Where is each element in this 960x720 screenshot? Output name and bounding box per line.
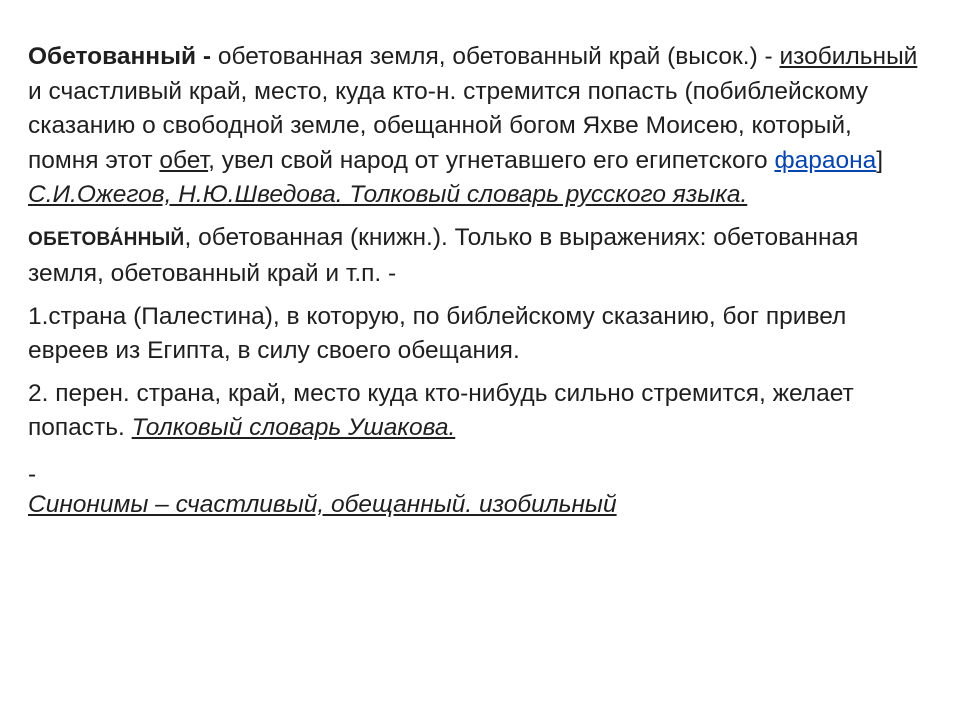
ushakov-sense-2	[28, 377, 928, 446]
ushakov-definition	[28, 221, 928, 292]
link-izobilny[interactable]: изобильный	[779, 43, 918, 70]
ozhegov-text-2: и счастливый край, место, куда кто-н. стремится попасть (побиблейскому сказанию о свободной земле, обещанной богом Яхве Моисею, который, помня этот	[28, 77, 868, 174]
ozhegov-text-4: ]	[876, 146, 884, 174]
ushakov-source[interactable]: Толковый словарь Ушакова.	[131, 414, 456, 441]
ozhegov-source[interactable]: С.И.Ожегов, Н.Ю.Шведова. Толковый словарь русского языка.	[28, 181, 748, 208]
ozhegov-text-1: обетованная земля, обетованный край (высок.) -	[211, 43, 780, 70]
synonyms-line[interactable]: Синонимы – счастливый, обещанный. изобильный	[28, 490, 617, 518]
synonyms-dash: -	[28, 460, 37, 488]
ushakov-headword: ОБЕТОВА́ННЫЙ	[28, 228, 185, 250]
slide-content	[28, 40, 928, 520]
ushakov-sense-2-text: 2. перен. страна, край, место куда кто-нибудь сильно стремится, желает попасть.	[28, 379, 854, 441]
ushakov-text-1: , обетованная (книжн.). Только в выражениях: обетованная земля, обетованный край и т.п. -	[28, 223, 859, 287]
ozhegov-term: Обетованный -	[28, 43, 212, 70]
ozhegov-definition	[28, 40, 928, 213]
link-obet[interactable]: обет	[159, 146, 209, 174]
link-faraon[interactable]: фараона	[774, 146, 877, 174]
ozhegov-text-3: , увел свой народ от угнетавшего его египетского	[208, 146, 775, 174]
synonyms-block	[28, 460, 928, 520]
ushakov-sense-1: 1.страна (Палестина), в которую, по библейскому сказанию, бог привел евреев из Египта, в силу своего обещания.	[28, 302, 847, 364]
